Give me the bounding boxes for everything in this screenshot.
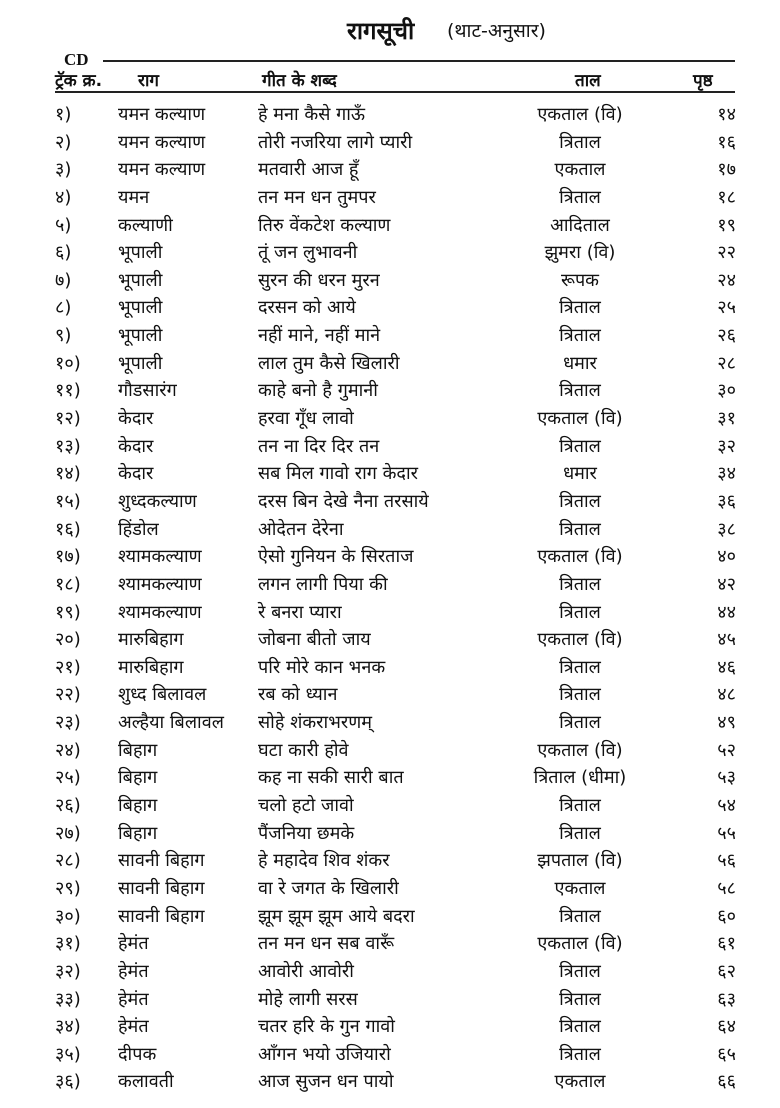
song-lyrics: तन ना दिर दिर तन	[258, 435, 380, 457]
page-number: ४२	[717, 573, 736, 595]
table-row	[0, 1040, 780, 1068]
raag-name: अल्हैया बिलावल	[118, 712, 224, 734]
track-number: ३१)	[55, 933, 81, 955]
raag-name: बिहाग	[118, 767, 158, 789]
raag-name: भूपाली	[118, 269, 163, 291]
table-row	[0, 874, 780, 902]
page-number: ६२	[717, 960, 736, 982]
taal-name: त्रिताल	[559, 573, 601, 595]
page-number: ४०	[717, 546, 736, 568]
raag-name: बिहाग	[118, 822, 158, 844]
track-number: २५)	[55, 767, 81, 789]
track-number: १५)	[55, 490, 81, 512]
table-row	[0, 763, 780, 791]
song-lyrics: घटा कारी होवे	[258, 739, 349, 761]
track-number: ११)	[55, 380, 81, 402]
song-lyrics: मोहे लागी सरस	[258, 988, 358, 1010]
song-lyrics: जोबना बीतो जाय	[258, 629, 371, 651]
taal-name: रूपक	[560, 269, 600, 291]
track-number: ३०)	[55, 905, 81, 927]
taal-name: एकताल	[554, 1071, 606, 1093]
table-row	[0, 211, 780, 239]
table-row	[0, 819, 780, 847]
taal-name: त्रिताल	[559, 518, 601, 540]
page-number: ५५	[717, 822, 736, 844]
table-row	[0, 736, 780, 764]
raag-name: केदार	[118, 463, 154, 485]
track-number: १४)	[55, 463, 81, 485]
raag-name: दीपक	[118, 1043, 157, 1065]
page-number: ४६	[717, 656, 736, 678]
table-row	[0, 266, 780, 294]
raag-name: भूपाली	[118, 352, 163, 374]
song-lyrics: चलो हटो जावो	[258, 795, 354, 817]
table-row	[0, 985, 780, 1013]
table-row	[0, 515, 780, 543]
track-number: १८)	[55, 573, 81, 595]
raag-name: मारुबिहाग	[118, 656, 184, 678]
song-lyrics: परि मोरे कान भनक	[258, 656, 386, 678]
raag-name: भूपाली	[118, 325, 163, 347]
column-header-track: ट्रॅक क्र.	[55, 71, 103, 91]
page-number: २६	[717, 325, 736, 347]
song-lyrics: चतर हरि के गुन गावो	[258, 1016, 395, 1038]
taal-name: त्रिताल	[559, 960, 601, 982]
song-lyrics: तन मन धन सब वारूँ	[258, 933, 395, 955]
song-lyrics: तिरु वेंकटेश कल्याण	[258, 214, 391, 236]
page-number: ६४	[717, 1016, 736, 1038]
table-row	[0, 570, 780, 598]
page-header	[0, 12, 780, 46]
track-number: १३)	[55, 435, 81, 457]
table-row	[0, 487, 780, 515]
table-row	[0, 598, 780, 626]
song-lyrics: सब मिल गावो राग केदार	[258, 463, 418, 485]
raag-name: भूपाली	[118, 242, 163, 264]
table-row	[0, 155, 780, 183]
page-number: ५२	[717, 739, 736, 761]
page-number: ३१	[717, 408, 736, 430]
track-number: ३५)	[55, 1043, 81, 1065]
raag-name: शुध्द बिलावल	[118, 684, 207, 706]
table-row	[0, 625, 780, 653]
song-lyrics: लगन लागी पिया की	[258, 573, 388, 595]
page-number: ५८	[717, 877, 736, 899]
table-row	[0, 846, 780, 874]
page-number: १६	[717, 131, 736, 153]
track-number: ३)	[55, 159, 72, 181]
page-number: ६०	[717, 905, 736, 927]
taal-name: एकताल (वि)	[537, 629, 623, 651]
raag-name: यमन कल्याण	[118, 159, 206, 181]
track-number: ८)	[55, 297, 72, 319]
raag-name: यमन कल्याण	[118, 104, 206, 125]
page-number: ३०	[717, 380, 736, 402]
column-header-page: पृष्ठ	[693, 71, 713, 91]
page-number: १७	[717, 159, 736, 181]
table-row	[0, 653, 780, 681]
table-row	[0, 100, 780, 128]
taal-name: त्रिताल	[559, 435, 601, 457]
table-row	[0, 902, 780, 930]
raag-name: श्यामकल्याण	[118, 573, 202, 595]
page-number: १४	[717, 104, 736, 125]
taal-name: धमार	[563, 352, 597, 374]
song-lyrics: मतवारी आज हूँ	[258, 159, 359, 181]
song-lyrics: झूम झूम झूम आये बदरा	[258, 905, 415, 927]
song-lyrics: नहीं माने, नहीं माने	[258, 325, 381, 347]
track-number: २९)	[55, 877, 81, 899]
table-row	[0, 459, 780, 487]
track-number: २)	[55, 131, 72, 153]
page-number: ४५	[717, 629, 736, 651]
song-lyrics: सोहे शंकराभरणम्	[258, 712, 372, 734]
raag-name: हेमंत	[118, 933, 149, 955]
table-row	[0, 432, 780, 460]
raag-name: हेमंत	[118, 960, 149, 982]
page-number: ३२	[717, 435, 736, 457]
track-number: २८)	[55, 850, 81, 872]
taal-name: त्रिताल	[559, 325, 601, 347]
raag-name: हिंडोल	[118, 518, 159, 540]
track-number: १९)	[55, 601, 81, 623]
taal-name: एकताल (वि)	[537, 104, 623, 125]
page-number: ३८	[717, 518, 736, 540]
taal-name: धमार	[563, 463, 597, 485]
table-row	[0, 293, 780, 321]
raag-name: कलावती	[118, 1071, 174, 1093]
song-lyrics: वा रे जगत के खिलारी	[258, 877, 399, 899]
track-number: ३६)	[55, 1071, 81, 1093]
page-title: रागसूची	[347, 17, 415, 45]
track-number: १२)	[55, 408, 81, 430]
raag-name: हेमंत	[118, 1016, 149, 1038]
taal-name: त्रिताल	[559, 905, 601, 927]
taal-name: एकताल	[554, 159, 606, 181]
table-row	[0, 929, 780, 957]
song-lyrics: दरस बिन देखे नैना तरसाये	[258, 490, 429, 512]
song-lyrics: तन मन धन तुमपर	[258, 186, 376, 208]
raag-table-body	[0, 100, 780, 1095]
song-lyrics: रे बनरा प्यारा	[258, 601, 342, 623]
page-number: ६६	[717, 1071, 736, 1093]
track-number: ९)	[55, 325, 72, 347]
page-number: १८	[717, 186, 736, 208]
song-lyrics: हरवा गूँध लावो	[258, 408, 354, 430]
taal-name: त्रिताल	[559, 822, 601, 844]
track-number: ३२)	[55, 960, 81, 982]
song-lyrics: आँगन भयो उजियारो	[258, 1043, 391, 1065]
song-lyrics: ऐसो गुनियन के सिरताज	[258, 546, 414, 568]
page-number: ४८	[717, 684, 736, 706]
table-row	[0, 238, 780, 266]
track-number: १०)	[55, 352, 81, 374]
page-number: १९	[717, 214, 736, 236]
page-number: २४	[717, 269, 736, 291]
table-row	[0, 404, 780, 432]
page-number: ३४	[717, 463, 736, 485]
raag-name: केदार	[118, 435, 154, 457]
raag-name: बिहाग	[118, 795, 158, 817]
track-number: २४)	[55, 739, 81, 761]
track-number: २१)	[55, 656, 81, 678]
song-lyrics: हे मना कैसे गाऊँ	[258, 104, 366, 125]
table-row	[0, 321, 780, 349]
page-number: ३६	[717, 490, 736, 512]
raag-name: सावनी बिहाग	[118, 877, 205, 899]
song-lyrics: काहे बनो है गुमानी	[258, 380, 378, 402]
page-number: ४९	[717, 712, 736, 734]
track-number: २२)	[55, 684, 81, 706]
raag-name: यमन	[118, 186, 150, 208]
song-lyrics: पैंजनिया छमके	[258, 822, 355, 844]
taal-name: त्रिताल (धीमा)	[533, 767, 627, 789]
table-row	[0, 542, 780, 570]
table-row	[0, 349, 780, 377]
song-lyrics: हे महादेव शिव शंकर	[258, 850, 390, 872]
table-row	[0, 1012, 780, 1040]
song-lyrics: कह ना सकी सारी बात	[258, 767, 404, 789]
taal-name: त्रिताल	[559, 656, 601, 678]
track-number: १६)	[55, 518, 81, 540]
page-number: ६१	[717, 933, 736, 955]
track-number: ५)	[55, 214, 72, 236]
taal-name: त्रिताल	[559, 186, 601, 208]
raag-name: हेमंत	[118, 988, 149, 1010]
raag-name: शुध्दकल्याण	[118, 490, 197, 512]
raag-name: गौडसारंग	[118, 380, 177, 402]
raag-name: कल्याणी	[118, 214, 173, 236]
taal-name: त्रिताल	[559, 712, 601, 734]
raag-name: श्यामकल्याण	[118, 546, 202, 568]
track-number: ३४)	[55, 1016, 81, 1038]
table-row	[0, 183, 780, 211]
page-subtitle: (थाट-अनुसार)	[447, 20, 546, 42]
song-lyrics: आज सुजन धन पायो	[258, 1071, 394, 1093]
page-number: ६३	[717, 988, 736, 1010]
track-number: ४)	[55, 186, 72, 208]
table-row	[0, 376, 780, 404]
raag-name: मारुबिहाग	[118, 629, 184, 651]
taal-name: झपताल (वि)	[537, 850, 623, 872]
raag-name: सावनी बिहाग	[118, 850, 205, 872]
taal-name: आदिताल	[550, 214, 610, 236]
raag-name: भूपाली	[118, 297, 163, 319]
page-number: २८	[717, 352, 736, 374]
track-number: २७)	[55, 822, 81, 844]
taal-name: एकताल (वि)	[537, 933, 623, 955]
taal-name: त्रिताल	[559, 601, 601, 623]
column-header-taal: ताल	[575, 71, 601, 91]
taal-name: त्रिताल	[559, 380, 601, 402]
track-number: २६)	[55, 795, 81, 817]
track-number: १)	[55, 104, 72, 125]
column-header-raag: राग	[138, 71, 159, 91]
taal-name: एकताल (वि)	[537, 739, 623, 761]
taal-name: एकताल (वि)	[537, 546, 623, 568]
page-number: २२	[717, 242, 736, 264]
song-lyrics: लाल तुम कैसे खिलारी	[258, 352, 400, 374]
taal-name: त्रिताल	[559, 1016, 601, 1038]
song-lyrics: तूं जन लुभावनी	[258, 242, 358, 264]
page-number: ४४	[717, 601, 736, 623]
cd-label: CD	[64, 50, 89, 69]
song-lyrics: रब को ध्यान	[258, 684, 338, 706]
song-lyrics: सुरन की धरन मुरन	[258, 269, 380, 291]
track-number: १७)	[55, 546, 81, 568]
track-number: ७)	[55, 269, 72, 291]
taal-name: त्रिताल	[559, 795, 601, 817]
track-number: २०)	[55, 629, 81, 651]
track-number: ३३)	[55, 988, 81, 1010]
track-number: ६)	[55, 242, 72, 264]
table-row	[0, 708, 780, 736]
raag-name: बिहाग	[118, 739, 158, 761]
taal-name: त्रिताल	[559, 131, 601, 153]
track-number: २३)	[55, 712, 81, 734]
taal-name: एकताल (वि)	[537, 408, 623, 430]
table-row	[0, 128, 780, 156]
table-row	[0, 1067, 780, 1095]
taal-name: त्रिताल	[559, 490, 601, 512]
taal-name: त्रिताल	[559, 1043, 601, 1065]
table-row	[0, 957, 780, 985]
song-lyrics: दरसन को आये	[258, 297, 356, 319]
taal-name: त्रिताल	[559, 988, 601, 1010]
song-lyrics: ओदेतन देरेना	[258, 518, 344, 540]
header-top-rule	[103, 60, 735, 62]
taal-name: त्रिताल	[559, 684, 601, 706]
page-number: ५६	[717, 850, 736, 872]
taal-name: त्रिताल	[559, 297, 601, 319]
page-number: ६५	[717, 1043, 736, 1065]
page-number: ५३	[717, 767, 736, 789]
taal-name: एकताल	[554, 877, 606, 899]
song-lyrics: तोरी नजरिया लागे प्यारी	[258, 131, 413, 153]
table-row	[0, 791, 780, 819]
page-number: ५४	[717, 795, 736, 817]
raag-name: यमन कल्याण	[118, 131, 206, 153]
raag-name: सावनी बिहाग	[118, 905, 205, 927]
table-row	[0, 680, 780, 708]
raag-name: केदार	[118, 408, 154, 430]
song-lyrics: आवोरी आवोरी	[258, 960, 354, 982]
column-header-lyrics: गीत के शब्द	[262, 71, 337, 91]
taal-name: झुमरा (वि)	[544, 242, 616, 264]
page-number: २५	[717, 297, 736, 319]
header-bottom-rule	[55, 91, 735, 93]
raag-name: श्यामकल्याण	[118, 601, 202, 623]
